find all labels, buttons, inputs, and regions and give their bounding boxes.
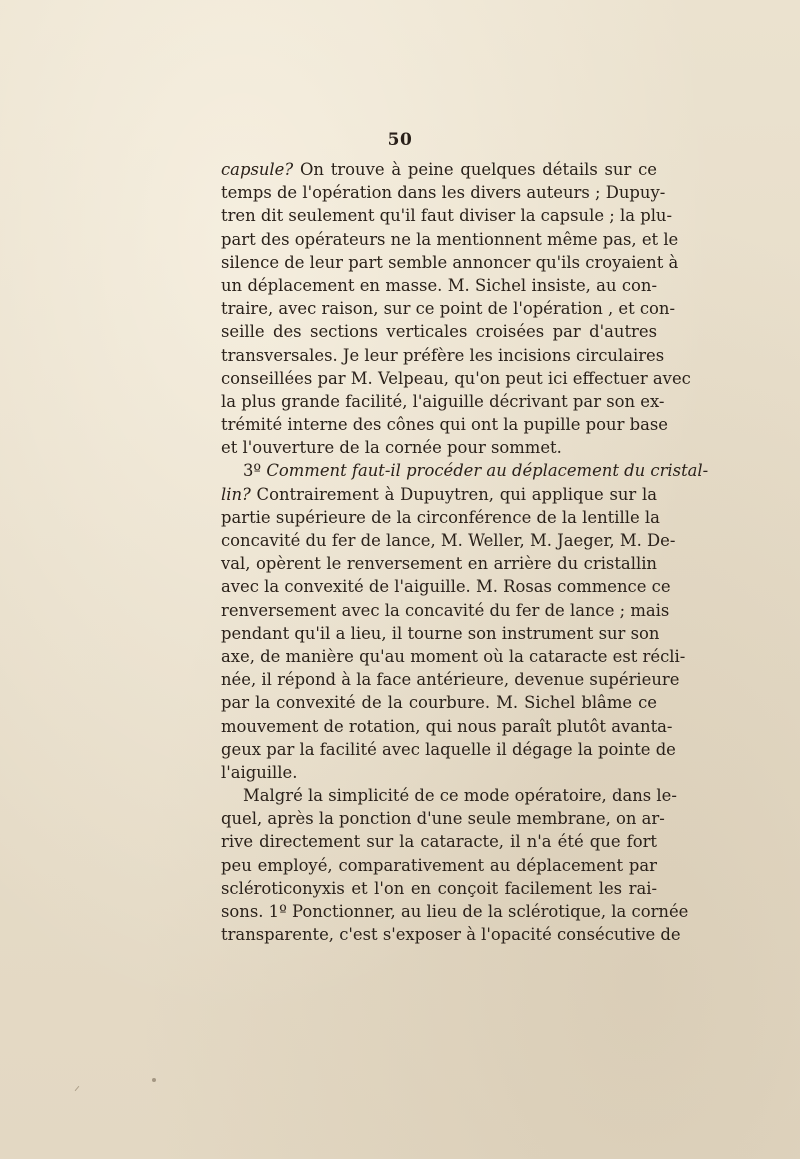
text-line: [221, 715, 673, 738]
line-text: transversales. Je leur préfère les incisions circulaires: [221, 345, 665, 365]
line-text: conseillées par M. Velpeau, qu'on peut ici effectuer avec: [221, 368, 691, 388]
italic-word: lin?: [221, 484, 251, 504]
text-line: [221, 877, 657, 900]
text-line: [221, 552, 657, 575]
text-line: [221, 344, 665, 367]
text-line: [221, 181, 666, 204]
line-text: mouvement de rotation, qui nous paraît plutôt avanta-: [221, 716, 673, 736]
line-text: avec la convexité de l'aiguille. M. Rosas commence ce: [221, 577, 671, 597]
line-text: traire, avec raison, sur ce point de l'opération , et con-: [221, 299, 676, 319]
line-text: rive directement sur la cataracte, il n'a été que fort: [221, 832, 657, 852]
line-text: peu employé, comparativement au déplacement par: [221, 855, 657, 875]
text-line: [221, 575, 671, 598]
line-text: concavité du fer de lance, M. Weller, M. Jaeger, M. De-: [221, 531, 676, 550]
line-text: tren dit seulement qu'il faut diviser la capsule ; la plu-: [221, 206, 673, 226]
text-line: [221, 459, 709, 482]
text-line: [221, 274, 657, 297]
line-text: transparente, c'est s'exposer à l'opacité consécutive de: [221, 925, 681, 945]
text-line: [221, 483, 657, 506]
line-text: temps de l'opération dans les divers auteurs ; Dupuy-: [221, 183, 666, 203]
text-line: [221, 204, 673, 227]
text-line: [221, 691, 657, 714]
line-text: Malgré la simplicité de ce mode opératoire, dans le-: [243, 786, 677, 806]
line-text: val, opèrent le renversement en arrière du cristallin: [221, 554, 657, 574]
text-line: [221, 436, 657, 459]
text-line: [221, 645, 686, 668]
italic-heading: Comment faut-il procéder au déplacement du cristal-: [266, 461, 709, 481]
text-line: [221, 784, 677, 807]
line-text: pendant qu'il a lieu, il tourne son instrument sur son: [221, 623, 660, 643]
text-line: [221, 320, 657, 343]
line-text: axe, de manière qu'au moment où la cataracte est récli-: [221, 646, 686, 666]
line-text: sons. 1º Ponctionner, au lieu de la sclérotique, la cornée: [221, 902, 689, 921]
line-text: geux par la facilité avec laquelle il dégage la pointe de: [221, 739, 676, 759]
text-line: [221, 251, 679, 274]
text-line: [221, 761, 657, 784]
text-line: [221, 668, 680, 691]
text-line: [221, 297, 676, 320]
text-line: [221, 506, 660, 529]
ink-stroke: [75, 1086, 80, 1091]
line-prefix: 3º: [243, 461, 267, 481]
line-text: scléroticonyxis et l'on en conçoit facilement les rai-: [221, 878, 657, 898]
line-text: et l'ouverture de la cornée pour sommet.: [221, 438, 562, 458]
text-line: [221, 367, 691, 390]
text-line: [221, 529, 676, 552]
line-text: silence de leur part semble annoncer qu'ils croyaient à: [221, 252, 679, 272]
text-line: [221, 158, 657, 181]
text-line: [221, 807, 665, 830]
text-line: [221, 228, 679, 251]
text-line: [221, 900, 689, 923]
line-text: par la convexité de la courbure. M. Sichel blâme ce: [221, 693, 657, 713]
text-line: [221, 830, 657, 853]
body-text: [221, 158, 709, 946]
italic-word: capsule?: [221, 160, 294, 179]
line-text: On trouve à peine quelques détails sur ce: [293, 160, 657, 179]
line-text: trémité interne des cônes qui ont la pupille pour base: [221, 415, 668, 435]
line-text: la plus grande facilité, l'aiguille décrivant par son ex-: [221, 391, 665, 411]
line-text: l'aiguille.: [221, 762, 298, 782]
line-text: née, il répond à la face antérieure, devenue supérieure: [221, 670, 680, 690]
text-line: [221, 390, 665, 413]
text-line: [221, 923, 681, 946]
text-line: [221, 738, 676, 761]
ink-speck: [152, 1078, 156, 1082]
text-line: [221, 622, 660, 645]
line-text: Contrairement à Dupuytren, qui applique sur la: [250, 484, 657, 504]
line-text: partie supérieure de la circonférence de la lentille la: [221, 507, 660, 527]
text-line: [221, 854, 657, 877]
line-text: un déplacement en masse. M. Sichel insiste, au con-: [221, 275, 657, 295]
text-line: [221, 599, 670, 622]
line-text: part des opérateurs ne la mentionnent même pas, et le: [221, 229, 679, 249]
text-line: [221, 413, 668, 436]
line-text: quel, après la ponction d'une seule membrane, on ar-: [221, 809, 665, 829]
line-text: renversement avec la concavité du fer de lance ; mais: [221, 600, 670, 620]
line-text: seille des sections verticales croisées par d'autres: [221, 322, 657, 342]
page-number: 50: [387, 130, 413, 150]
